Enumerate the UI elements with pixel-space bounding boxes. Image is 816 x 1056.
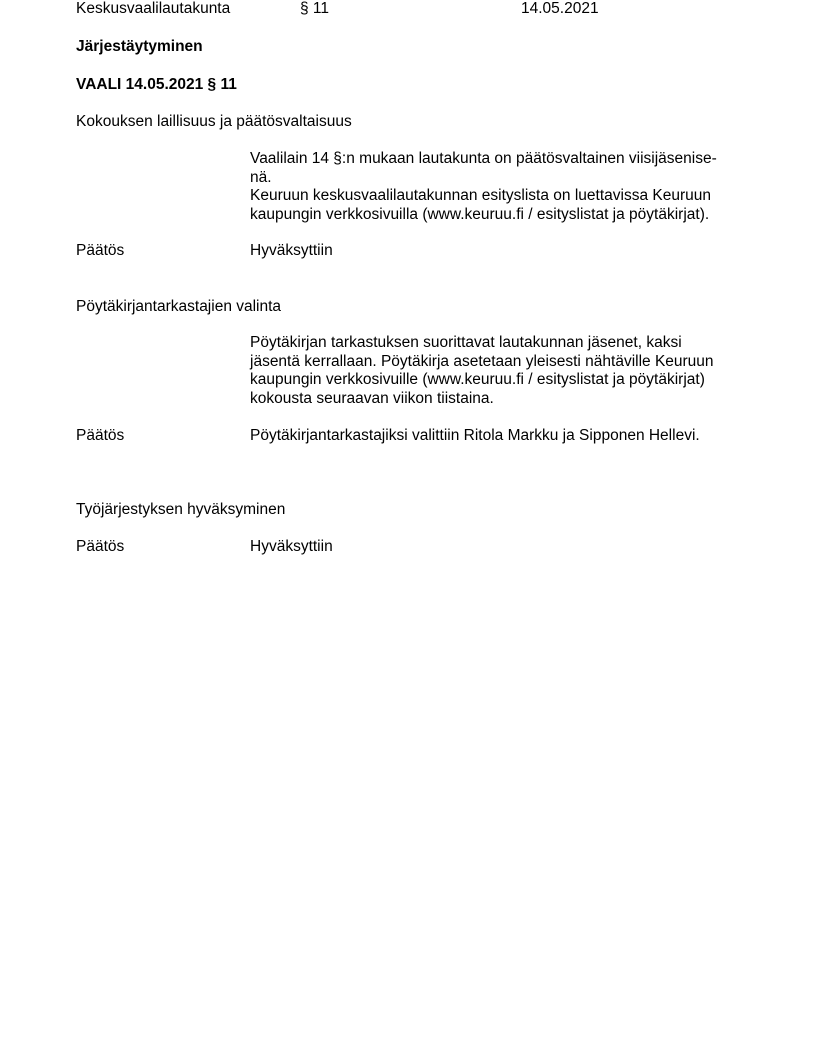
header-org: Keskusvaalilautakunta	[76, 0, 231, 17]
header-date: 14.05.2021	[521, 0, 599, 17]
body-line: nä.	[250, 168, 272, 186]
body-line: jäsentä kerrallaan. Pöytäkirja asetetaan yleisesti nähtäville Keuruun	[250, 352, 714, 370]
decision-label: Päätös	[76, 538, 125, 555]
section-heading-inspectors: Pöytäkirjantarkastajien valinta	[76, 298, 282, 315]
section-body-legality	[250, 150, 750, 224]
body-line: Vaalilain 14 §:n mukaan lautakunta on päätösvaltainen viisijäsenise-	[250, 150, 717, 167]
decision-label: Päätös	[76, 242, 125, 259]
section-body-inspectors	[250, 334, 750, 408]
body-line: kokousta seuraavan viikon tiistaina.	[250, 389, 494, 407]
page-subtitle: VAALI 14.05.2021 § 11	[76, 76, 237, 93]
decision-text: Hyväksyttiin	[250, 242, 333, 259]
decision-text: Hyväksyttiin	[250, 538, 333, 555]
body-line: Keuruun keskusvaalilautakunnan esityslista on luettavissa Keuruun	[250, 187, 711, 204]
page-title: Järjestäytyminen	[76, 38, 203, 55]
section-heading-legality: Kokouksen laillisuus ja päätösvaltaisuus	[76, 113, 352, 130]
body-line: kaupungin verkkosivuille (www.keuruu.fi / esityslistat ja pöytäkirjat)	[250, 371, 705, 388]
decision-text: Pöytäkirjantarkastajiksi valittiin Ritola Markku ja Sipponen Hellevi.	[250, 427, 700, 444]
decision-label: Päätös	[76, 427, 125, 444]
body-line: kaupungin verkkosivuilla (www.keuruu.fi / esityslistat ja pöytäkirjat).	[250, 205, 710, 223]
section-heading-agenda: Työjärjestyksen hyväksyminen	[76, 501, 286, 518]
header-section: § 11	[300, 0, 330, 17]
body-line: Pöytäkirjan tarkastuksen suorittavat lautakunnan jäsenet, kaksi	[250, 334, 682, 351]
